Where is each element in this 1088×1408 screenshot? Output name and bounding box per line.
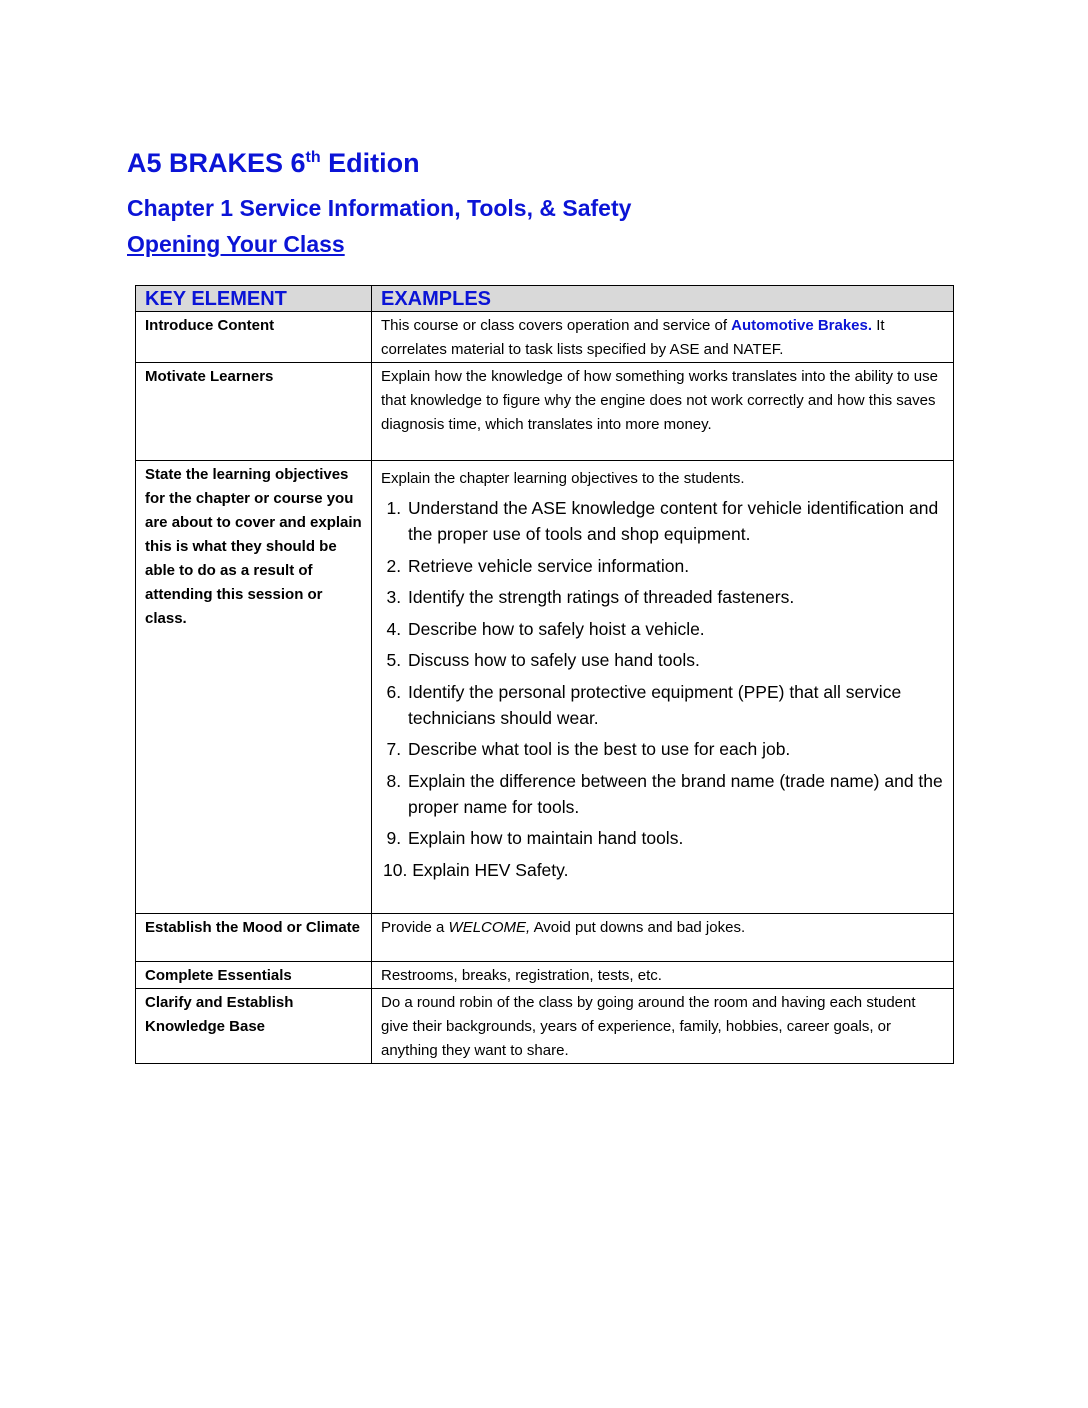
objective-item: 8. Explain the difference between the brand name (trade name) and the proper name for tools. <box>406 768 944 820</box>
objective-item: 2. Retrieve vehicle service information. <box>406 553 944 579</box>
key-cell: State the learning objectives for the chapter or course you are about to cover and explain this is what they should be able to do as a result of attending this session or class. <box>136 461 372 914</box>
key-cell: Motivate Learners <box>136 363 372 461</box>
table-row <box>136 461 954 914</box>
objective-item: 9. Explain how to maintain hand tools. <box>406 825 944 851</box>
text: It correlates material to task lists specified by ASE and NATEF. <box>381 317 885 358</box>
table-header-row <box>136 286 954 312</box>
table-row <box>136 363 954 461</box>
table-row <box>136 962 954 989</box>
objective-item: 6. Identify the personal protective equipment (PPE) that all service technicians should wear. <box>406 679 944 731</box>
table-row <box>136 312 954 363</box>
title-rest: Edition <box>320 148 420 178</box>
example-cell <box>372 312 954 363</box>
chapter-heading: Chapter 1 Service Information, Tools, & Safety <box>127 195 632 221</box>
key-cell: Introduce Content <box>136 312 372 363</box>
table-row <box>136 989 954 1064</box>
example-cell: Do a round robin of the class by going around the room and having each student give their backgrounds, years of experience, family, hobbies, career goals, or anything they want to share. <box>372 989 954 1064</box>
objective-item: 1. Understand the ASE knowledge content for vehicle identification and the proper use of tools and shop equipment. <box>406 495 944 547</box>
key-cell: Complete Essentials <box>136 962 372 989</box>
key-cell: Clarify and Establish Knowledge Base <box>136 989 372 1064</box>
document-title <box>127 148 420 179</box>
objectives-intro: Explain the chapter learning objectives to the students. <box>381 470 745 487</box>
example-cell: Restrooms, breaks, registration, tests, etc. <box>372 962 954 989</box>
header-key-element: KEY ELEMENT <box>136 286 372 312</box>
objective-item: 4. Describe how to safely hoist a vehicle. <box>406 616 944 642</box>
text: Provide a <box>381 919 449 936</box>
title-superscript: th <box>305 149 321 166</box>
header-examples: EXAMPLES <box>372 286 954 312</box>
text: This course or class covers operation and service of <box>381 317 732 334</box>
objective-item: 5. Discuss how to safely use hand tools. <box>406 647 944 673</box>
example-cell <box>372 914 954 962</box>
title-text: A5 BRAKES 6 <box>127 148 306 178</box>
example-cell <box>372 461 954 914</box>
section-heading: Opening Your Class <box>127 231 345 257</box>
key-cell: Establish the Mood or Climate <box>136 914 372 962</box>
highlight-text: Automotive Brakes. <box>731 317 873 334</box>
objective-item: 3. Identify the strength ratings of threaded fasteners. <box>406 584 944 610</box>
key-elements-table <box>135 285 954 1064</box>
objectives-list <box>381 495 944 883</box>
objective-item: 7. Describe what tool is the best to use for each job. <box>406 736 944 762</box>
table-row <box>136 914 954 962</box>
example-cell: Explain how the knowledge of how something works translates into the ability to use that knowledge to figure why the engine does not work correctly and how this saves diagnosis time, which translates into more money. <box>372 363 954 461</box>
italic-text: WELCOME, <box>448 919 531 936</box>
text: Avoid put downs and bad jokes. <box>530 919 746 936</box>
objective-item: 10. Explain HEV Safety. <box>383 859 569 880</box>
